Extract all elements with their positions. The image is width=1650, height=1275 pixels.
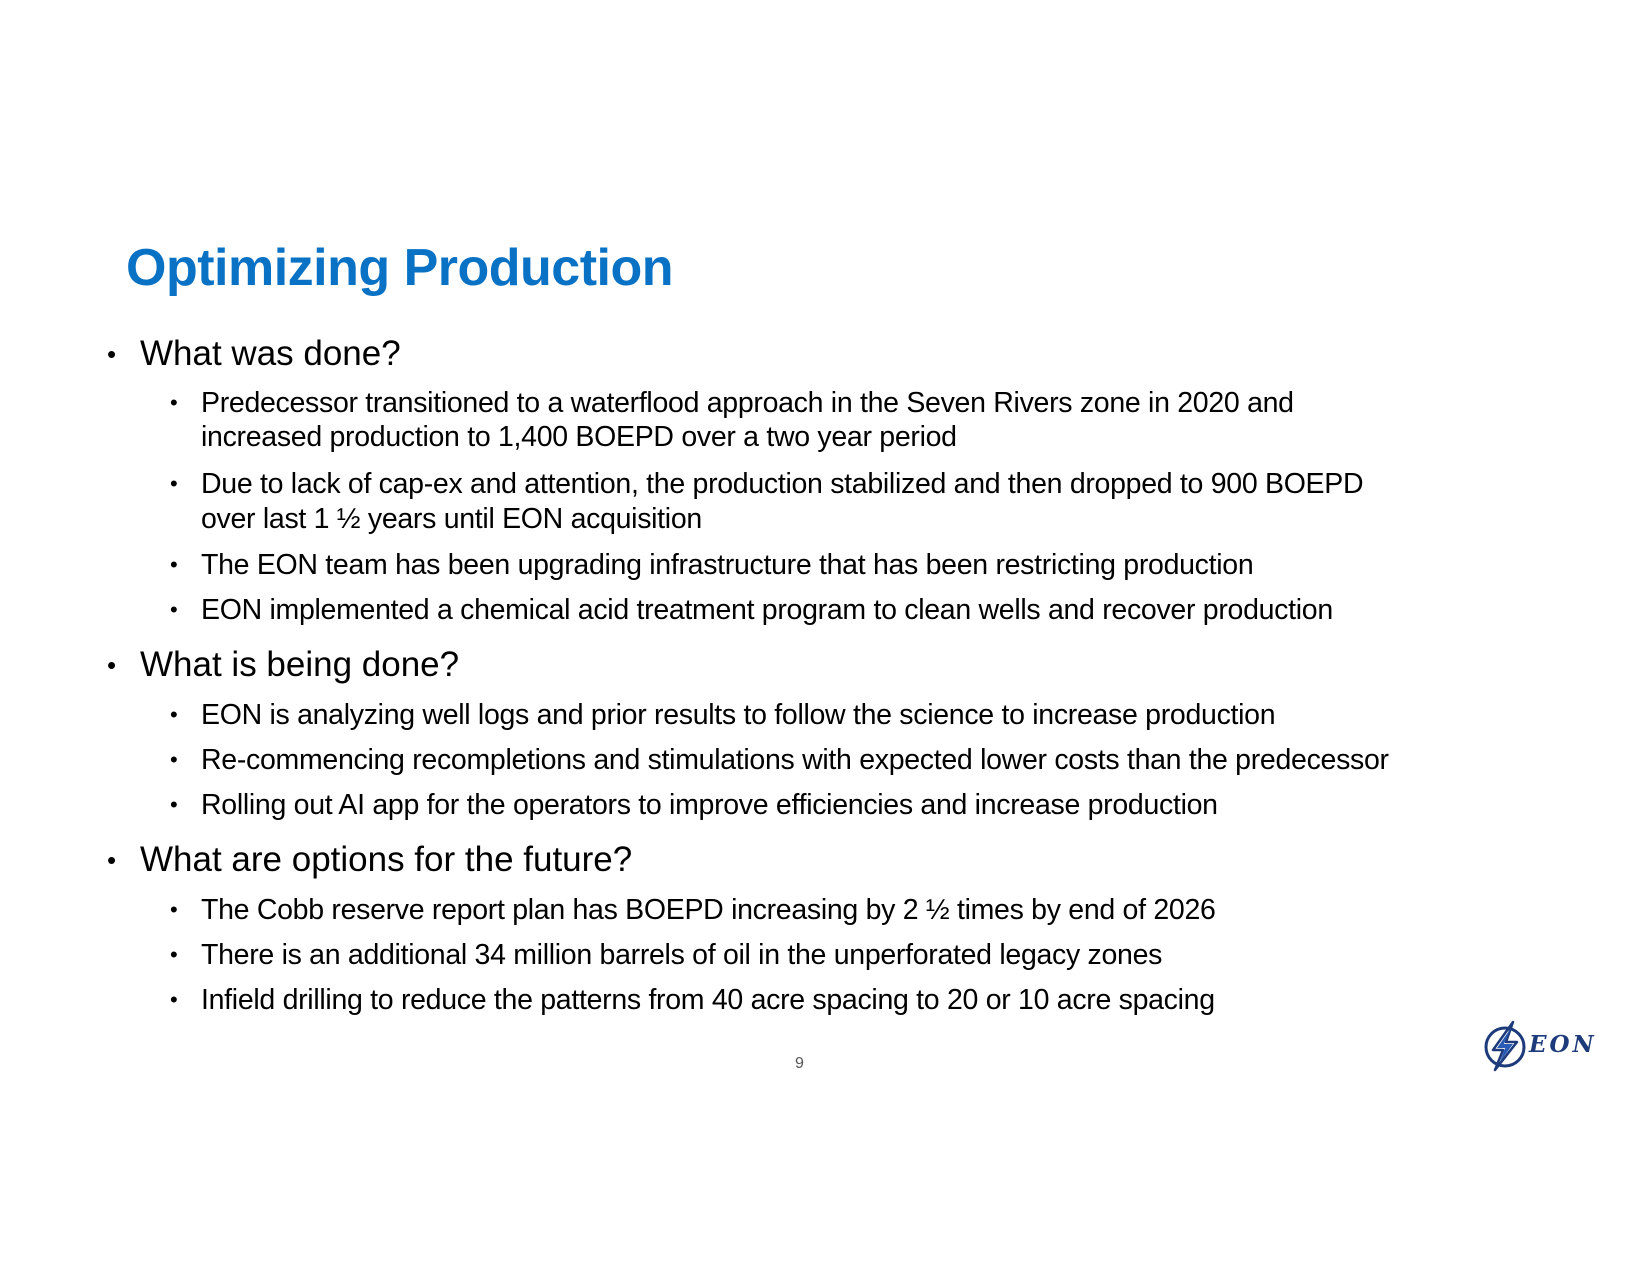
list-item-text: over last 1 ½ years until EON acquisition xyxy=(201,503,702,535)
lightning-bolt-icon xyxy=(1483,1020,1529,1072)
slide: Optimizing Production • What was done? • Predecessor transitioned to a waterflood approach in the Seven Rivers zone in 2020 and increased production to 1,400 BOEPD over a two year period • Due to lack of cap-ex and attention, the production stabilized and then dropped to 900 BOEPD over last 1 ½ years until EON acquisition • The EON team has been upgrading infrastructure that has been restricting production • EON implemented a chemical acid treatment program to clean wells and recover production • What is being done? • EON is analyzing well logs and prior results to follow the science to increase production • Re-commencing recompletions and stimulations with expected lower costs than the predecessor • Rolling out AI app for the operators to improve efficiencies and increase production • What are options for the future? • The Cobb reserve report plan has BOEPD increasing by 2 ½ times by end of 2026 • There is an additional 34 million barrels of oil in the unperforated legacy zones • Infield drilling to reduce the patterns from 40 acre spacing to 20 or 10 acre spacing 9 EON xyxy=(0,0,1650,1275)
eon-logo xyxy=(1483,1020,1603,1072)
list-item-text: Predecessor transitioned to a waterflood approach in the Seven Rivers zone in 2020 and xyxy=(201,387,1294,419)
bullet-icon: • xyxy=(107,845,117,875)
logo-text: EON xyxy=(1529,1031,1597,1058)
list-item-text: Infield drilling to reduce the patterns from 40 acre spacing to 20 or 10 acre spacing xyxy=(201,984,1215,1016)
bullet-icon: • xyxy=(170,597,178,622)
bullet-icon: • xyxy=(170,897,178,922)
list-item-text: The EON team has been upgrading infrastructure that has been restricting production xyxy=(201,549,1254,581)
bullet-icon: • xyxy=(170,390,178,415)
list-item-text: EON is analyzing well logs and prior results to follow the science to increase production xyxy=(201,699,1276,731)
list-item-text: Re-commencing recompletions and stimulations with expected lower costs than the predecessor xyxy=(201,744,1389,776)
list-item-text: Due to lack of cap-ex and attention, the production stabilized and then dropped to 900 BOEPD xyxy=(201,468,1364,500)
bullet-icon: • xyxy=(170,552,178,577)
bullet-icon: • xyxy=(107,650,117,680)
list-item-text: EON implemented a chemical acid treatment program to clean wells and recover production xyxy=(201,594,1333,626)
bullet-icon: • xyxy=(107,339,117,369)
list-item-text: increased production to 1,400 BOEPD over a two year period xyxy=(201,421,957,453)
bullet-icon: • xyxy=(170,702,178,727)
slide-title: Optimizing Production xyxy=(126,239,674,297)
list-item-text: Rolling out AI app for the operators to improve efficiencies and increase production xyxy=(201,789,1218,821)
list-item-text: There is an additional 34 million barrels of oil in the unperforated legacy zones xyxy=(201,939,1163,971)
bullet-icon: • xyxy=(170,747,178,772)
page-number: 9 xyxy=(795,1055,804,1072)
bullet-icon: • xyxy=(170,792,178,817)
bullet-icon: • xyxy=(170,471,178,496)
list-item-text: The Cobb reserve report plan has BOEPD increasing by 2 ½ times by end of 2026 xyxy=(201,894,1216,926)
bullet-icon: • xyxy=(170,942,178,967)
bullet-icon: • xyxy=(170,987,178,1012)
